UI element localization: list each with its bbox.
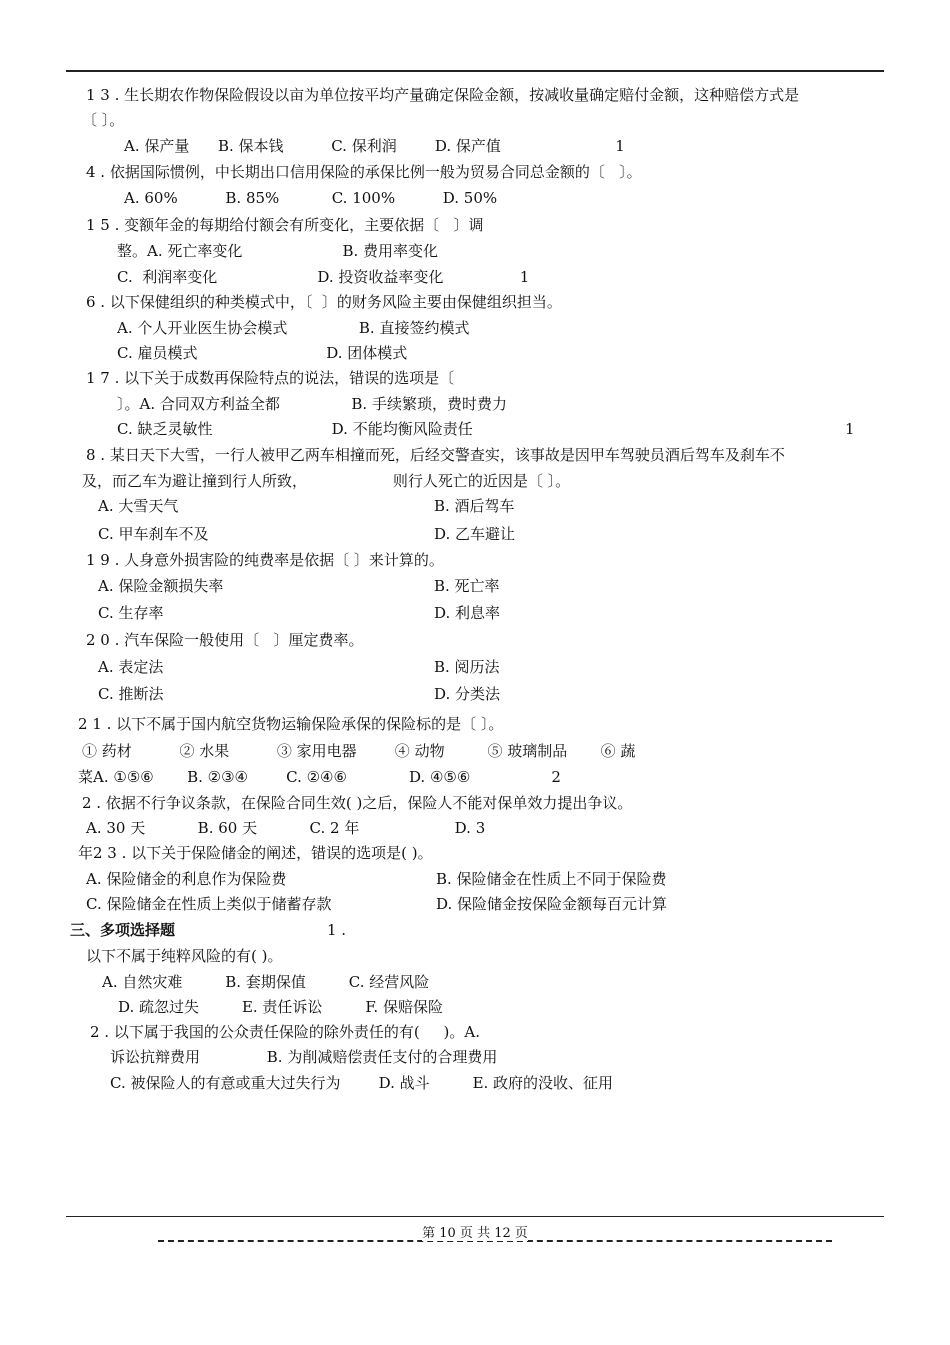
q20-option-b: B. 阅历法 bbox=[434, 658, 500, 676]
q14-stem: 4 . 依据国际惯例，中长期出口信用保险的承保比例一般为贸易合同总金额的〔 〕。 bbox=[86, 163, 642, 181]
q22-options: A. 30 天 B. 60 天 C. 2 年 D. 3 bbox=[86, 819, 486, 837]
q23-option-d: D. 保险储金按保险金额每百元计算 bbox=[436, 895, 668, 913]
q18-option-a: A. 大雪天气 bbox=[98, 497, 179, 515]
mq2-options-1: 诉讼抗辩费用 B. 为削减赔偿责任支付的合理费用 bbox=[110, 1048, 498, 1066]
q18-option-b: B. 酒后驾车 bbox=[434, 497, 515, 515]
q13-options: A. 保产量 B. 保本钱 C. 保利润 D. 保产值 1 bbox=[124, 137, 625, 155]
q17-options-1: 〕。A. 合同双方利益全都 B. 手续繁琐，费时费力 bbox=[117, 395, 507, 413]
q19-option-b: B. 死亡率 bbox=[434, 577, 500, 595]
q19-stem: 1 9 . 人身意外损害险的纯费率是依据〔 〕来计算的。 bbox=[86, 551, 444, 569]
top-rule bbox=[66, 70, 884, 72]
mq1-options-2: D. 疏忽过失 E. 责任诉讼 F. 保赔保险 bbox=[118, 998, 443, 1016]
mq1-stem: 以下不属于纯粹风险的有( )。 bbox=[86, 947, 283, 965]
q20-option-a: A. 表定法 bbox=[98, 658, 164, 676]
q23-stem: 年2 3 . 以下关于保险储金的阐述，错误的选项是( )。 bbox=[78, 844, 433, 862]
q19-option-c: C. 生存率 bbox=[98, 604, 164, 622]
q19-option-d: D. 利息率 bbox=[434, 604, 501, 622]
q14-options: A. 60% B. 85% C. 100% D. 50% bbox=[124, 189, 498, 207]
q18-number-prefix: 1 bbox=[845, 420, 855, 438]
mq1-options-1: A. 自然灾难 B. 套期保值 C. 经营风险 bbox=[102, 973, 430, 991]
q21-options: 菜A. ①⑤⑥ B. ②③④ C. ②④⑥ D. ④⑤⑥ 2 bbox=[78, 768, 561, 786]
q13-blank: 〔 〕。 bbox=[82, 111, 125, 129]
q22-stem: 2 . 依据不行争议条款，在保险合同生效( )之后，保险人不能对保单效力提出争议。 bbox=[82, 794, 633, 812]
q20-option-d: D. 分类法 bbox=[434, 685, 501, 703]
q20-stem: 2 0 . 汽车保险一般使用〔 〕厘定费率。 bbox=[86, 631, 364, 649]
q21-stem: 2 1 . 以下不属于国内航空货物运输保险承保的保险标的是〔 〕。 bbox=[78, 715, 504, 733]
q16-options-1: A. 个人开业医生协会模式 B. 直接签约模式 bbox=[117, 319, 470, 337]
q20-option-c: C. 推断法 bbox=[98, 685, 164, 703]
q16-options-2: C. 雇员模式 D. 团体模式 bbox=[117, 344, 408, 362]
q21-items: ① 药材 ② 水果 ③ 家用电器 ④ 动物 ⑤ 玻璃制品 ⑥ 蔬 bbox=[82, 742, 636, 760]
bottom-rule bbox=[66, 1216, 884, 1217]
q23-option-b: B. 保险储金在性质上不同于保险费 bbox=[436, 870, 667, 888]
mq2-stem: 2 . 以下属于我国的公众责任保险的除外责任的有( )。A. bbox=[90, 1023, 480, 1041]
q17-stem: 1 7 . 以下关于成数再保险特点的说法，错误的选项是〔 bbox=[86, 369, 455, 387]
q19-option-a: A. 保险金额损失率 bbox=[98, 577, 224, 595]
q15-options-2: C. 利润率变化 D. 投资收益率变化 1 bbox=[117, 268, 530, 286]
q17-options-2: C. 缺乏灵敏性 D. 不能均衡风险责任 bbox=[117, 420, 473, 438]
q15-options-1: 整。A. 死亡率变化 B. 费用率变化 bbox=[117, 242, 439, 260]
q23-option-c: C. 保险储金在性质上类似于储蓄存款 bbox=[86, 895, 332, 913]
page-number: 第 10 页 共 12 页 bbox=[422, 1226, 528, 1241]
q18-stem-2: 及，而乙车为避让撞到行人所致， 则行人死亡的近因是〔 〕。 bbox=[82, 472, 571, 490]
q23-option-a: A. 保险储金的利息作为保险费 bbox=[86, 870, 287, 888]
mq1-number: 1 . bbox=[327, 921, 347, 939]
mq2-options-2: C. 被保险人的有意或重大过失行为 D. 战斗 E. 政府的没收、征用 bbox=[110, 1074, 614, 1092]
q18-option-d: D. 乙车避让 bbox=[434, 525, 516, 543]
section-heading: 三、多项选择题 bbox=[70, 921, 176, 939]
page-footer bbox=[0, 1226, 950, 1242]
q16-stem: 6 . 以下保健组织的种类模式中，〔 〕的财务风险主要由保健组织担当。 bbox=[86, 293, 562, 311]
q13-stem: 1 3 . 生长期农作物保险假设以亩为单位按平均产量确定保险金额，按减收量确定赔付金额，这种赔偿方式是 bbox=[86, 86, 800, 104]
q15-stem: 1 5 . 变额年金的每期给付额会有所变化，主要依据〔 〕调 bbox=[86, 216, 484, 234]
q18-stem-1: 8 . 某日天下大雪，一行人被甲乙两车相撞而死，后经交警查实，该事故是因甲车驾驶员酒后驾车及刹车不 bbox=[86, 446, 785, 464]
q18-option-c: C. 甲车刹车不及 bbox=[98, 525, 209, 543]
